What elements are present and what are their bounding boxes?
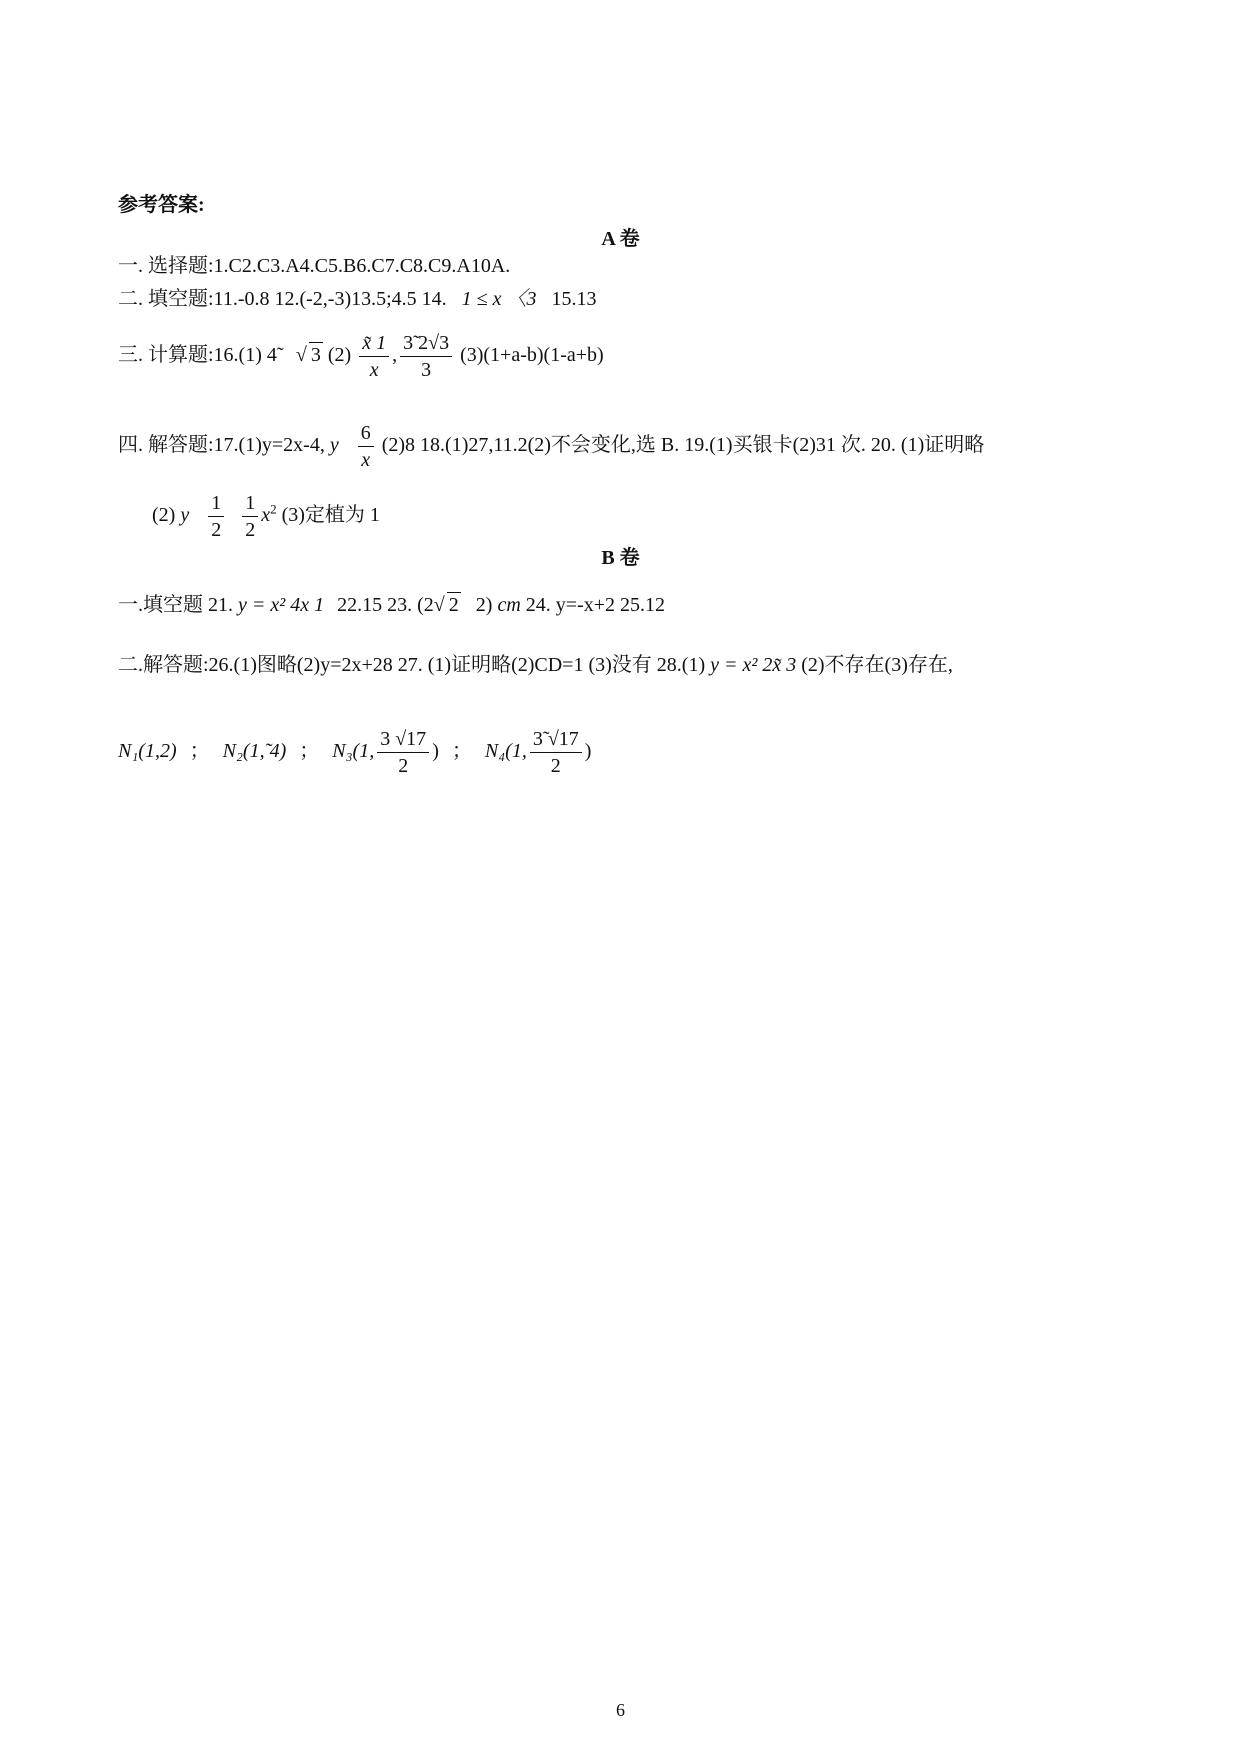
a-line4-frac-num: 6 [358, 420, 374, 447]
sqrt-symbol: √ [295, 344, 307, 367]
b-line3-n4-num: 3̃ √17 [530, 726, 582, 753]
a-line2-math: 1 ≤ x 〈3 [461, 288, 537, 310]
a-line3-frac2-den: 3 [421, 359, 432, 381]
a-line5-exponent: 2 [270, 501, 277, 517]
b-line1-mid: 22.15 23. [337, 594, 413, 616]
a-line4-y: y [329, 434, 339, 457]
b-line3-n4-den: 2 [550, 755, 561, 777]
b-line3-sep3: ； [451, 740, 472, 763]
a-line3-sqrt3: 3 [310, 344, 321, 367]
a-line3-part2-label: (2) [327, 344, 352, 367]
a-line5-suffix: (3)定植为 1 [281, 504, 380, 527]
a-line5-x2: x [261, 504, 271, 527]
b-line3-sep2: ； [299, 740, 320, 763]
b-line3-n2: N₂(1,̃ 4) [222, 740, 287, 763]
page-number: 6 [616, 1700, 625, 1720]
a-line3-prefix: 三. 计算题:16.(1) [118, 344, 262, 367]
a-line3-suffix: (3)(1+a-b)(1-a+b) [460, 344, 604, 367]
a-line5-frac1-den: 2 [211, 519, 222, 541]
answer-heading: 参考答案: [118, 194, 205, 216]
section-a-title: A 卷 [601, 228, 640, 250]
a-line1-text: 一. 选择题:1.C2.C3.A4.C5.B6.C7.C8.C9.A10A. [118, 255, 511, 277]
a-solution-line-continued [152, 490, 380, 543]
b-line1-sqrt: 2 [448, 594, 459, 616]
b-line2-math: y = x² 2x̃ 3 [710, 654, 797, 676]
a-line3-frac1-den: x [369, 359, 379, 381]
b-line1-suffix: 24. y=-x+2 25.12 [525, 594, 665, 616]
a-line3-frac2-num: 3̃ 2√3 [400, 330, 452, 357]
b-line1-unit: cm [497, 594, 521, 616]
a-line2-suffix: 15.13 [551, 288, 597, 310]
a-solution-line [118, 420, 984, 473]
b-line3-n3-fraction [377, 726, 429, 779]
a-line5-frac2-den: 2 [245, 519, 256, 541]
b-solution-line [118, 653, 953, 677]
a-line5-y: y [180, 504, 190, 527]
b-fill-blank-line [118, 592, 665, 617]
a-line2-prefix: 二. 填空题:11.-0.8 12.(-2,-3)13.5;4.5 14. [118, 288, 447, 310]
a-line4-fraction [358, 420, 374, 473]
b-line3-sep1: ； [189, 740, 210, 763]
b-line3-n4-close: ) [584, 740, 592, 763]
a-line4-prefix: 四. 解答题:17.(1)y=2x-4, [118, 434, 325, 457]
b-points-line [118, 726, 591, 779]
a-line4-frac-den: x [361, 449, 371, 471]
a-line5-frac1-num: 1 [208, 490, 224, 517]
b-line3-n4-prefix: N₄(1, [484, 740, 527, 763]
b-line2-prefix: 二.解答题:26.(1)图略(2)y=2x+28 27. (1)证明略(2)CD=1 (3)没有 28.(1) [118, 654, 706, 676]
a-line3-part1: 4̃ [266, 344, 277, 367]
a-line5-prefix: (2) [152, 504, 176, 527]
sqrt-symbol: √ [433, 594, 445, 616]
a-line3-frac1-num: x̃ 1 [359, 330, 389, 357]
a-line5-fraction2 [242, 490, 258, 543]
b-line3-n3-den: 2 [398, 755, 409, 777]
b-line3-n3-num: 3 √17 [377, 726, 429, 753]
b-line3-n4-fraction [530, 726, 582, 779]
a-calculation-line: 三. 计算题:16.(1) 4̃ √ 3 (2) $\frac{x̃ 1}{x}$ , $\frac{3̃ 2√3}{3}$ (3)(1+a-b)(1-a+b) [118, 332, 604, 381]
b-line3-n3-close: ) [432, 740, 439, 763]
a-line5-frac2-num: 1 [242, 490, 258, 517]
a-multiple-choice-line [118, 254, 510, 278]
a-fill-blank-line [118, 287, 597, 311]
a-line4-suffix: (2)8 18.(1)27,11.2(2)不会变化,选 B. 19.(1)买银卡(2)31 次. 20. (1)证明略 [381, 434, 985, 457]
a-line3-fraction1 [359, 330, 389, 383]
b-line1-math: y = x² 4x 1 [238, 594, 325, 616]
b-line1-paren-end: 2) [475, 594, 493, 616]
b-line3-n1: N₁(1,2) [118, 740, 177, 763]
a-line5-fraction1 [208, 490, 224, 543]
b-line2-suffix: (2)不存在(3)存在, [801, 654, 953, 676]
section-b-title: B 卷 [601, 547, 640, 569]
a-line3-fraction2 [400, 330, 452, 383]
b-line3-n3-prefix: N₃(1, [332, 740, 375, 763]
b-line1-paren: (2 [417, 594, 434, 616]
b-line1-prefix: 一.填空题 21. [118, 594, 233, 616]
